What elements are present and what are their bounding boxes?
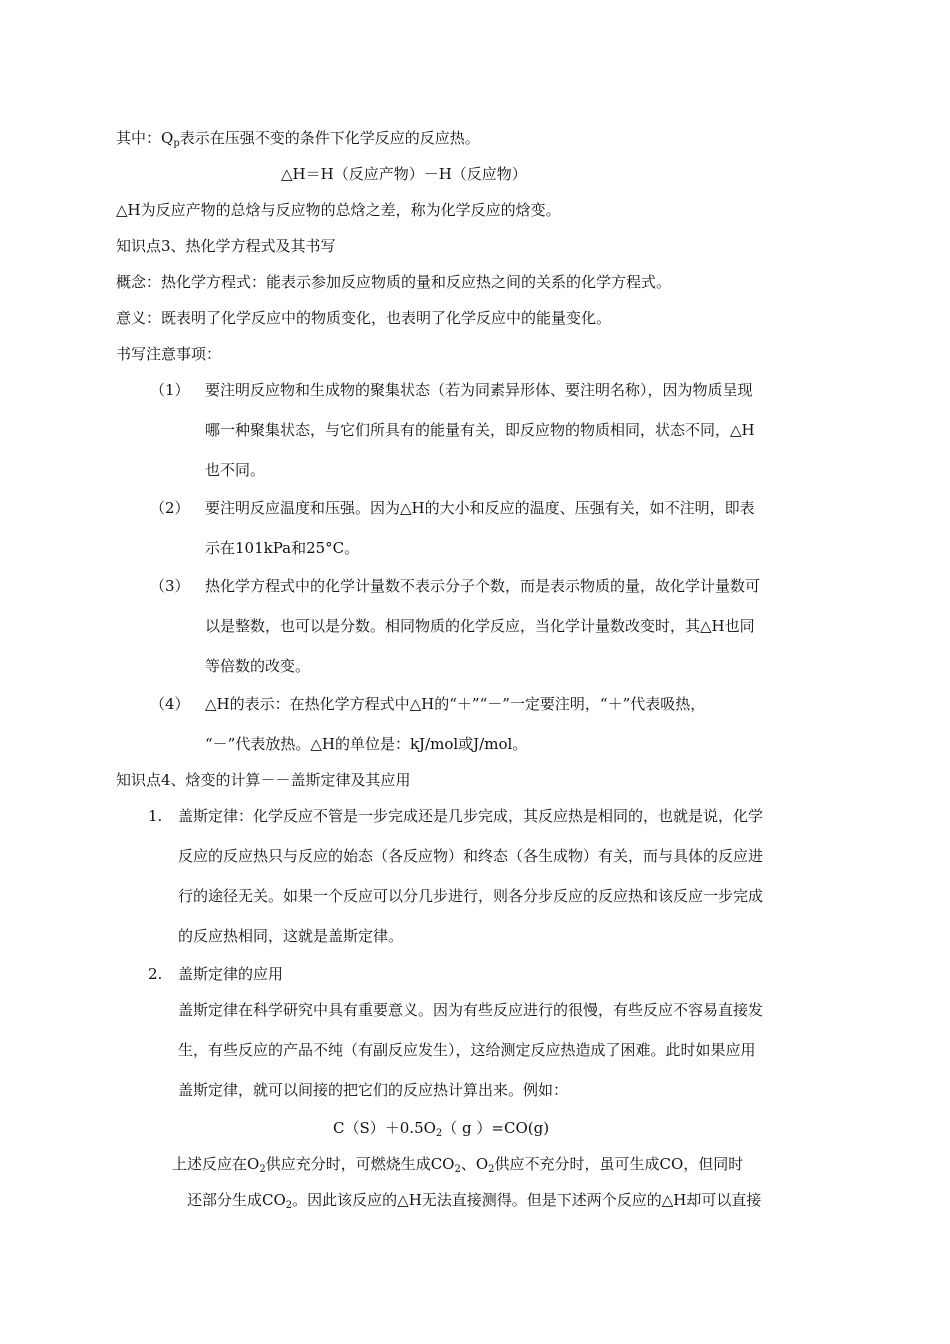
hess-law-line: 的反应热相同，这就是盖斯定律。 [178,927,404,945]
knowledge-point-4-heading: 知识点4、焓变的计算－－盖斯定律及其应用 [116,771,411,789]
note-line: 等倍数的改变。 [205,657,311,675]
measurement-line: 还部分生成$CO_2$。因此该反应的△H无法直接测得。但是下述两个反应的△H却可以直接 [187,1191,762,1211]
enthalpy-change-meaning: △H为反应产物的总焓与反应物的总焓之差，称为化学反应的焓变。 [116,201,561,219]
supply-condition-line: 上述反应在$O_2$供应充分时，可燃烧生成$CO_2$、$O_2$供应不充分时，虽可生成CO，但同时 [172,1155,744,1175]
hess-law-line: 行的途径无关。如果一个反应可以分几步进行，则各分步反应的反应热和该反应一步完成 [178,887,764,905]
application-line: 生，有些反应的产品不纯（有副反应发生），这给测定反应热造成了困难。此时如果应用 [178,1041,756,1059]
note-line: 热化学方程式中的化学计量数不表示分子个数，而是表示物质的量，故化学计量数可 [205,577,761,595]
note-line: 以是整数，也可以是分数。相同物质的化学反应，当化学计量数改变时，其△H也同 [205,617,755,635]
note-line: △H的表示：在热化学方程式中△H的“＋”“－”一定要注明，“＋”代表吸热， [205,695,706,713]
note-line: “－”代表放热。△H的单位是：kJ/mol或J/mol。 [205,735,528,753]
knowledge-point-3-heading: 知识点3、热化学方程式及其书写 [116,237,336,255]
note-line: 哪一种聚集状态，与它们所具有的能量有关，即反应物的物质相同，状态不同，△H [205,421,755,439]
note-number: （2） [150,499,190,517]
note-line: 要注明反应温度和压强。因为△H的大小和反应的温度、压强有关，如不注明，即表 [205,499,755,517]
list-number: 1. [148,807,163,825]
note-line: 示在101kPa和25°C。 [205,539,360,557]
note-number: （1） [150,381,190,399]
significance-paragraph: 意义：既表明了化学反应中的物质变化，也表明了化学反应中的能量变化。 [116,309,612,327]
hess-law-line: 反应的反应热只与反应的始态（各反应物）和终态（各生成物）有关，而与具体的反应进 [178,847,764,865]
note-number: （4） [150,695,190,713]
note-number: （3） [150,577,190,595]
qp-definition: 其中：$Q_p$表示在压强不变的条件下化学反应的反应热。 [116,129,480,149]
writing-notes-heading: 书写注意事项： [116,345,222,363]
note-line: 要注明反应物和生成物的聚集状态（若为同素异形体、要注明名称），因为物质呈现 [205,381,753,399]
application-line: 盖斯定律，就可以间接的把它们的反应热计算出来。例如： [178,1081,569,1099]
application-line: 盖斯定律在科学研究中具有重要意义。因为有些反应进行的很慢，有些反应不容易直接发 [178,1001,764,1019]
note-line: 也不同。 [205,461,266,479]
hess-application-heading: 盖斯定律的应用 [178,965,284,983]
hess-law-line: 盖斯定律：化学反应不管是一步完成还是几步完成，其反应热是相同的，也就是说，化学 [178,807,764,825]
enthalpy-change-formula: △H＝H（反应产物）－H（反应物） [281,165,527,183]
concept-paragraph: 概念：热化学方程式：能表示参加反应物质的量和反应热之间的关系的化学方程式。 [116,273,672,291]
list-number: 2. [148,965,163,983]
reaction-equation: $C(S)+0.5O_2$（ g ）=CO(g) [333,1119,550,1139]
